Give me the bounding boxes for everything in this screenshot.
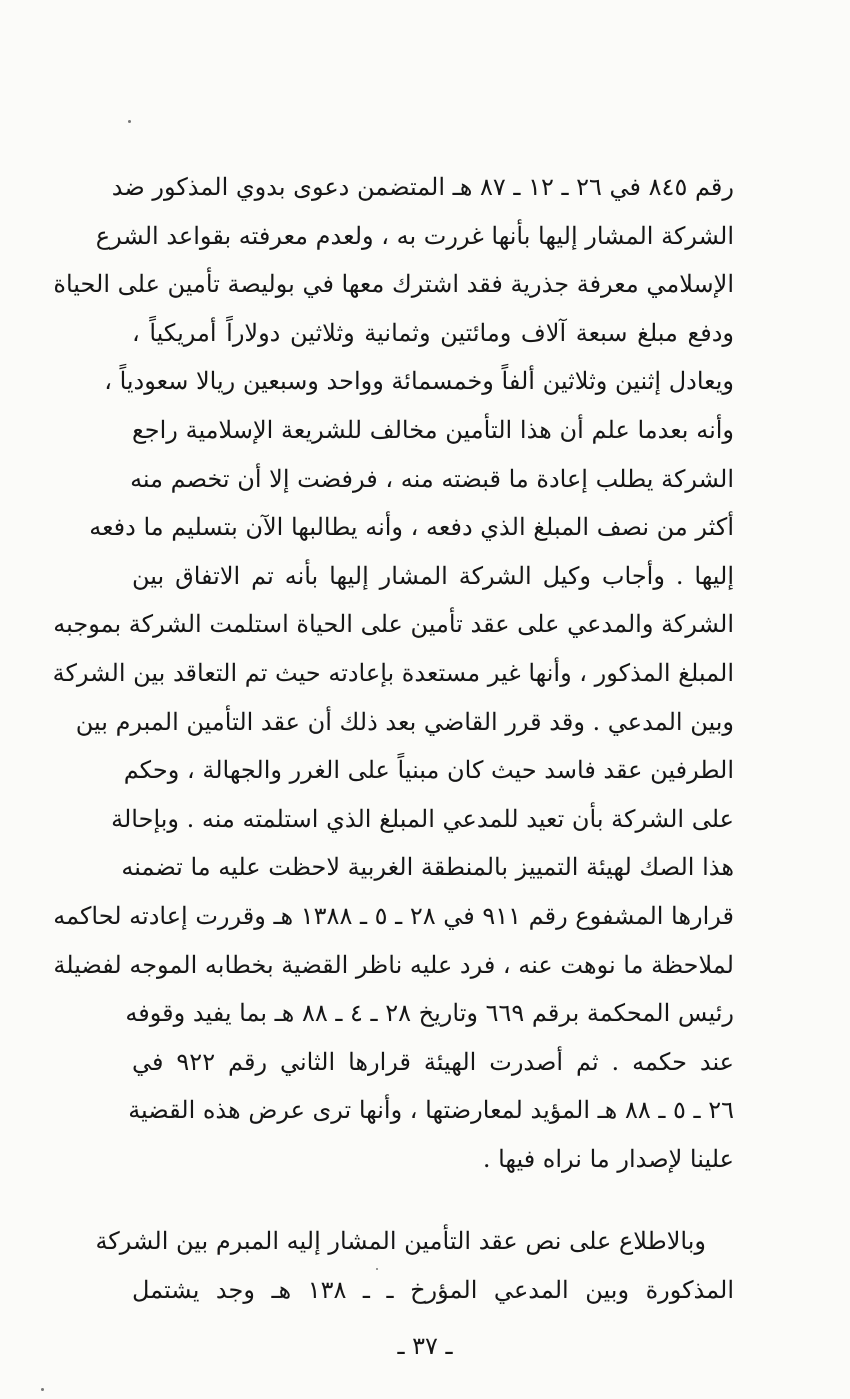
paragraph-2 (95, 1217, 735, 1314)
text-line: المبلغ المذكور ، وأنها غير مستعدة بإعادته حيث تم التعاقد بين الشركة (52, 658, 734, 687)
text-line: الإسلامي معرفة جذرية فقد اشترك معها في بوليصة تأمين على الحياة (53, 270, 734, 299)
text-line: ويعادل إثنين وثلاثين ألفاً وخمسمائة وواحد وسبعين ريالا سعودياً ، (104, 367, 734, 396)
paragraph-1 (52, 163, 735, 1183)
text-line: على الشركة بأن تعيد للمدعي المبلغ الذي استلمته منه . وبإحالة (111, 804, 734, 833)
text-line: رئيس المحكمة برقم ٦٦٩ وتاريخ ٢٨ ـ ٤ ـ ٨٨ هـ بما يفيد وقوفه (125, 999, 734, 1028)
text-line: علينا لإصدار ما نراه فيها . (482, 1144, 734, 1173)
scan-speck (128, 120, 131, 123)
text-line: وبالاطلاع على نص عقد التأمين المشار إليه المبرم بين الشركة (95, 1227, 706, 1255)
text-line: قرارها المشفوع رقم ٩١١ في ٢٨ ـ ٥ ـ ١٣٨٨ هـ وقررت إعادته لحاكمه (53, 901, 734, 930)
text-line: الشركة المشار إليها بأنها غررت به ، ولعدم معرفته بقواعد الشرع (95, 221, 734, 250)
text-line: رقم ٨٤٥ في ٢٦ ـ ١٢ ـ ٨٧ هـ المتضمن دعوى بدوي المذكور ضد (111, 173, 734, 201)
text-line: ودفع مبلغ سبعة آلاف ومائتين وثمانية وثلاثين دولاراً أمريكياً ، (132, 318, 734, 347)
text-line: إليها . وأجاب وكيل الشركة المشار إليها بأنه تم الاتفاق بين (132, 561, 734, 590)
text-line: الشركة والمدعي على عقد تأمين على الحياة استلمت الشركة بموجبه (53, 610, 734, 639)
page-number: ـ ٣٧ ـ (397, 1332, 453, 1360)
text-line: ٢٦ ـ ٥ ـ ٨٨ هـ المؤيد لمعارضتها ، وأنها ترى عرض هذه القضية (128, 1096, 734, 1125)
text-line: هذا الصك لهيئة التمييز بالمنطقة الغربية لاحظت عليه ما تضمنه (121, 853, 734, 882)
scan-speck (376, 1268, 378, 1270)
text-line: وبين المدعي . وقد قرر القاضي بعد ذلك أن عقد التأمين المبرم بين (75, 707, 734, 736)
scan-speck (41, 1388, 44, 1391)
text-line: أكثر من نصف المبلغ الذي دفعه ، وأنه يطالبها الآن بتسليم ما دفعه (89, 513, 734, 542)
text-line: عند حكمه . ثم أصدرت الهيئة قرارها الثاني رقم ٩٢٢ في (132, 1047, 735, 1076)
text-line: المذكورة وبين المدعي المؤرخ ـ ـ ١٣٨ هـ وجد يشتمل (132, 1275, 735, 1304)
text-line: الشركة يطلب إعادة ما قبضته منه ، فرفضت إلا أن تخصم منه (130, 464, 734, 493)
text-line: وأنه بعدما علم أن هذا التأمين مخالف للشريعة الإسلامية راجع (132, 415, 734, 444)
text-line: لملاحظة ما نوهت عنه ، فرد عليه ناظر القضية بخطابه الموجه لفضيلة (53, 950, 734, 979)
text-line: الطرفين عقد فاسد حيث كان مبنياً على الغرر والجهالة ، وحكم (123, 756, 734, 785)
